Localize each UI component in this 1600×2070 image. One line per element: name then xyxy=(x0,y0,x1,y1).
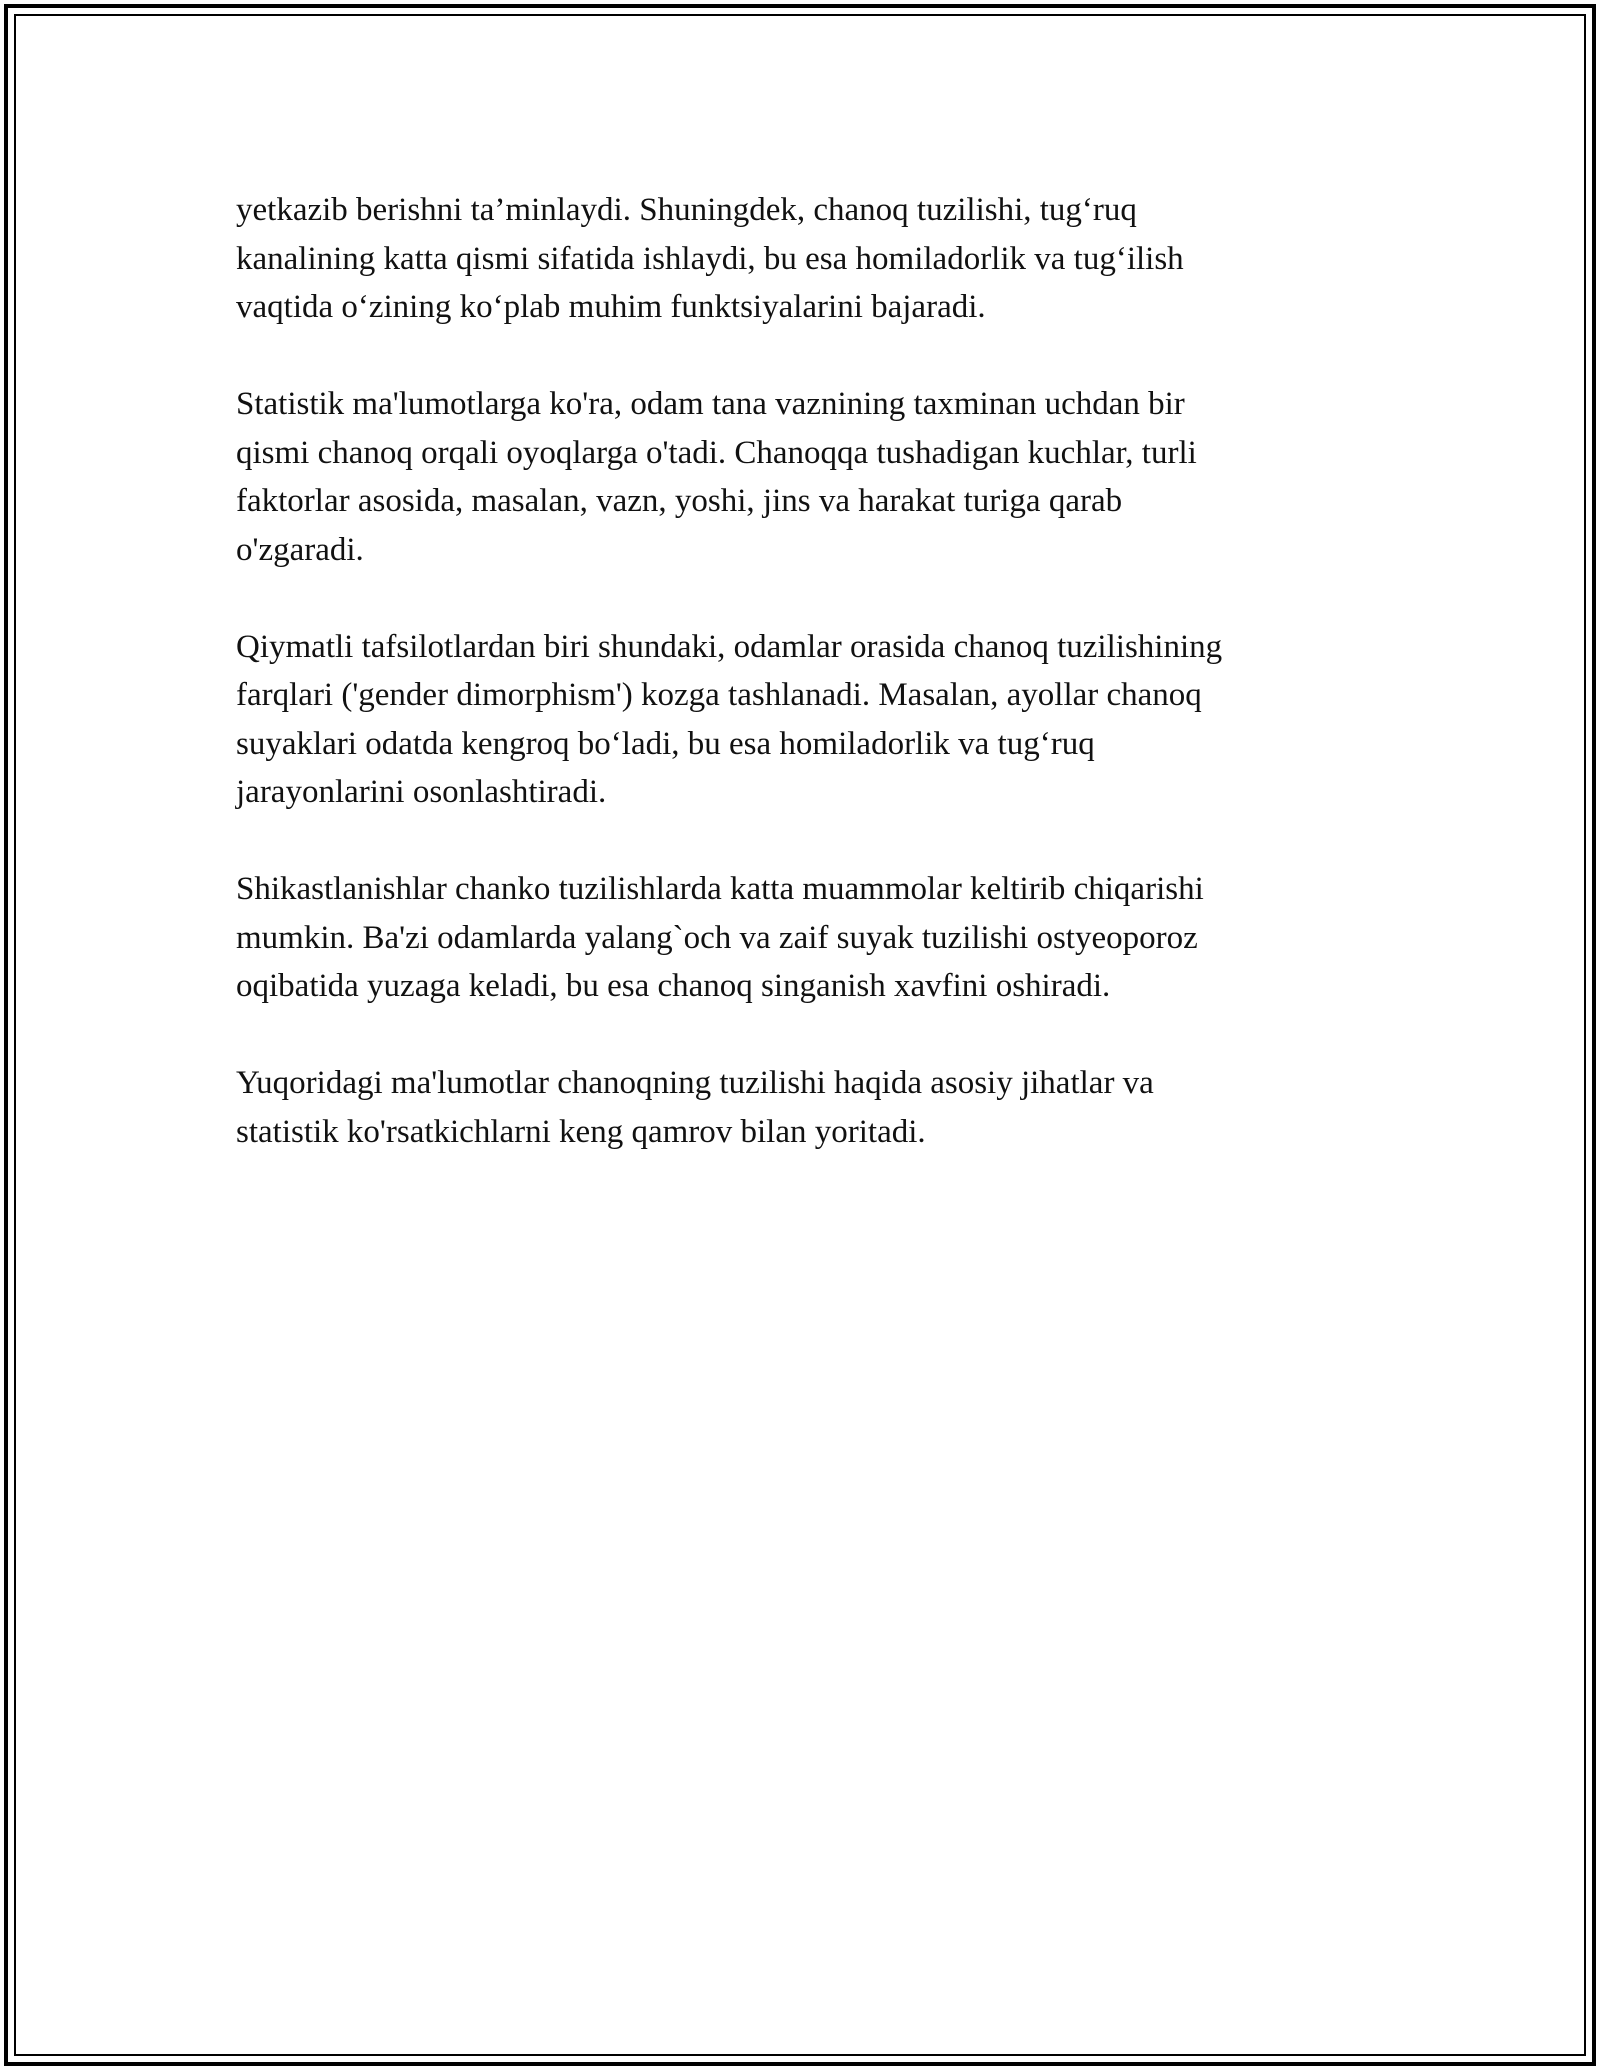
paragraph-4 xyxy=(236,865,1366,1011)
paragraph-5 xyxy=(236,1059,1366,1156)
paragraph-line: Yuqoridagi ma'lumotlar chanoqning tuzilishi haqida asosiy jihatlar va xyxy=(236,1065,1154,1101)
paragraph-line: mumkin. Ba'zi odamlarda yalang`och va zaif suyak tuzilishi ostyeoporoz xyxy=(236,919,1198,956)
paragraph-line: oqibatida yuzaga keladi, bu esa chanoq singanish xavfini oshiradi. xyxy=(236,968,1111,1004)
paragraph-1 xyxy=(236,186,1366,332)
paragraph-line: faktorlar asosida, masalan, vazn, yoshi, jins va harakat turiga qarab xyxy=(236,483,1123,519)
document-body xyxy=(236,186,1366,1205)
paragraph-line: Statistik ma'lumotlarga ko'ra, odam tana vaznining taxminan uchdan bir xyxy=(236,386,1185,422)
paragraph-line: Qiymatli tafsilotlardan biri shundaki, odamlar orasida chanoq tuzilishining xyxy=(236,628,1223,665)
paragraph-line: yetkazib berishni ta’minlaydi. Shuningdek, chanoq tuzilishi, tug‘ruq xyxy=(236,192,1137,228)
paragraph-line: statistik ko'rsatkichlarni keng qamrov bilan yoritadi. xyxy=(236,1113,926,1150)
paragraph-line: kanalining katta qismi sifatida ishlaydi, bu esa homiladorlik va tug‘ilish xyxy=(236,240,1184,277)
paragraph-3 xyxy=(236,623,1366,817)
paragraph-2 xyxy=(236,380,1366,574)
paragraph-line: Shikastlanishlar chanko tuzilishlarda katta muammolar keltirib chiqarishi xyxy=(236,871,1204,907)
paragraph-line: o'zgaradi. xyxy=(236,531,364,568)
paragraph-line: qismi chanoq orqali oyoqlarga o'tadi. Chanoqqa tushadigan kuchlar, turli xyxy=(236,434,1197,471)
paragraph-line: farqlari ('gender dimorphism') kozga tashlanadi. Masalan, ayollar chanoq xyxy=(236,677,1202,713)
paragraph-line: jarayonlarini osonlashtiradi. xyxy=(236,774,607,810)
paragraph-line: suyaklari odatda kengroq bo‘ladi, bu esa homiladorlik va tug‘ruq xyxy=(236,725,1095,762)
paragraph-line: vaqtida o‘zining ko‘plab muhim funktsiyalarini bajaradi. xyxy=(236,289,986,325)
